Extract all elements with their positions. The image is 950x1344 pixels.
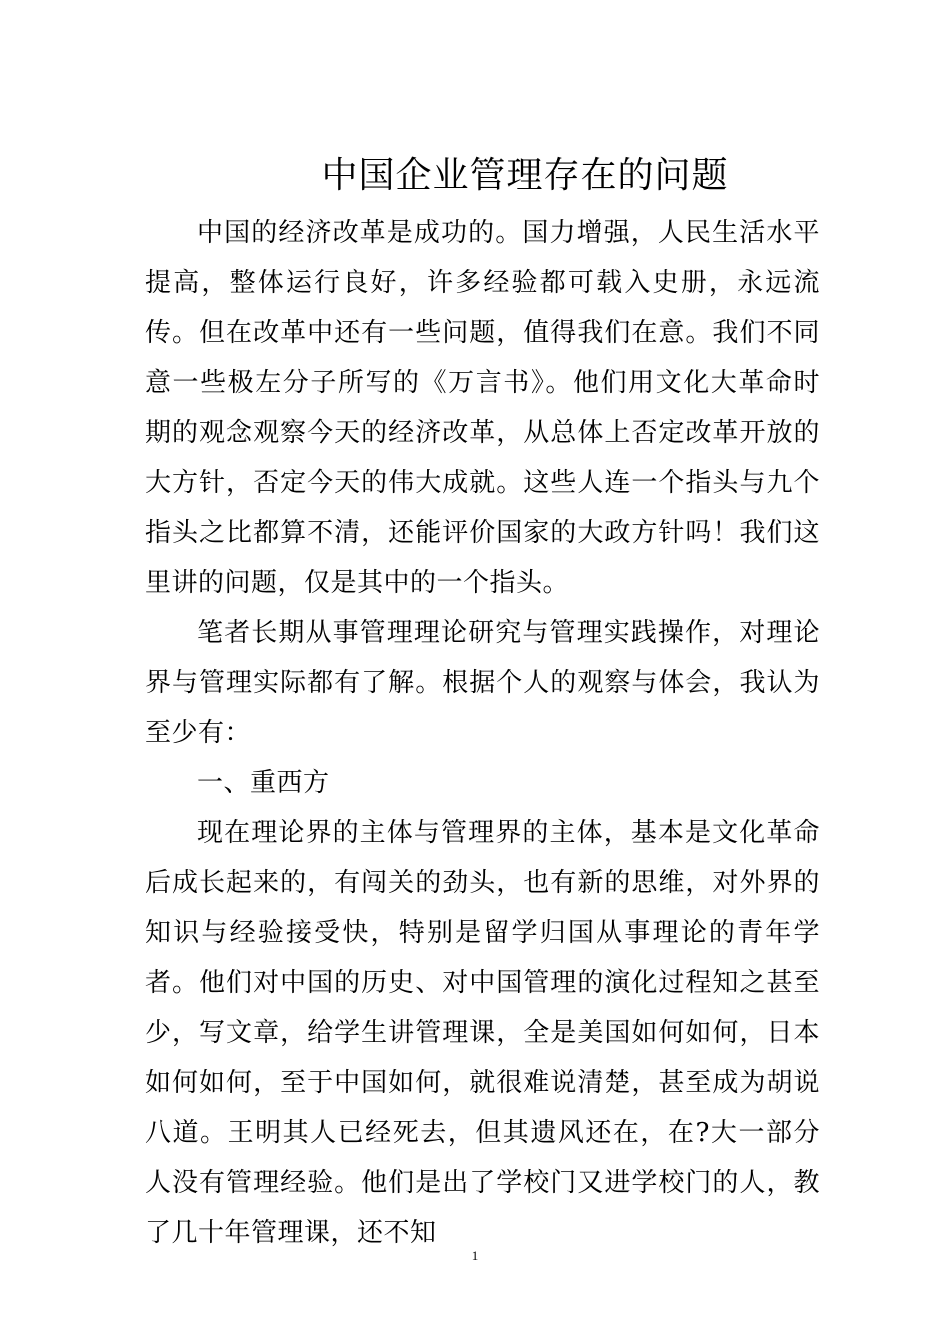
- paragraph-author-note: 笔者长期从事管理理论研究与管理实践操作，对理论界与管理实际都有了解。根据个人的观察与体会，我认为至少有：: [145, 618, 820, 748]
- paragraph-section-1: 现在理论界的主体与管理界的主体，基本是文化革命后成长起来的，有闯关的劲头，也有新的思维，对外界的知识与经验接受快，特别是留学归国从事理论的青年学者。他们对中国的历史、对中国管理的演化过程知之甚至少，写文章，给学生讲管理课，全是美国如何如何，日本如何如何，至于中国如何，就很难说清楚，甚至成为胡说八道。王明其人已经死去，但其遗风还在，在?大一部分人没有管理经验。他们是出了学校门又进学校门的人，教了几十年管理课，还不知: [145, 818, 820, 1248]
- paragraph-intro: 中国的经济改革是成功的。国力增强，人民生活水平提高，整体运行良好，许多经验都可载入史册，永远流传。但在改革中还有一些问题，值得我们在意。我们不同意一些极左分子所写的《万言书》。他们用文化大革命时期的观念观察今天的经济改革，从总体上否定改革开放的大方针，否定今天的伟大成就。这些人连一个指头与九个指头之比都算不清，还能评价国家的大政方针吗！我们这里讲的问题，仅是其中的一个指头。: [145, 218, 820, 598]
- document-title: 中国企业管理存在的问题: [321, 155, 729, 196]
- section-heading-1: 一、重西方: [197, 768, 330, 798]
- page-number: 1: [471, 1248, 479, 1263]
- document-body: [145, 208, 820, 1258]
